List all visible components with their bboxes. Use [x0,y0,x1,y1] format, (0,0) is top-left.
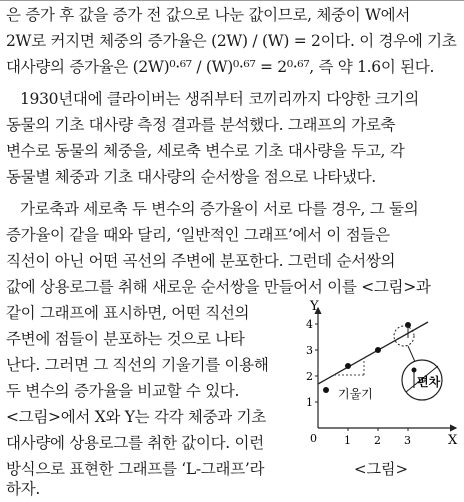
y-axis-label: Y [310,300,319,314]
paragraph3-wrap-line3: 난다. 그러면 그 직선의 기울기를 이용해 [6,356,269,374]
paragraph1-line2: 2W로 커지면 체중의 증가율은 (2W) / (W) = 2이다. 이 경우에 기초 [6,32,457,50]
paragraph2-line1: 1930년대에 클라이버는 생쥐부터 코끼리까지 다양한 크기의 [20,90,419,108]
x-tick-label: 3 [404,434,411,447]
paragraph1-line1: 은 증가 후 값을 증가 전 값으로 나눈 값이므로, 체중이 W에서 [6,6,411,24]
x-tick-label: 1 [344,434,351,447]
x-tick-label: 2 [374,434,381,447]
paragraph3-line2: 증가율이 같을 때와 달리, ‘일반적인 그래프’에서 이 점들은 [6,226,390,244]
paragraph3-wrap-line4: 두 변수의 증가율을 비교할 수 있다. [6,382,240,400]
y-tick-label: 3 [306,344,313,357]
data-point [345,363,351,369]
paragraph3-wrap-line8: 하자. [6,480,40,498]
y-tick-label: 2 [306,370,313,383]
y-tick-label: 4 [306,318,313,331]
origin-label: 0 [310,432,317,445]
x-axis-label: X [448,433,458,448]
slope-label: 기울기 [338,387,373,401]
paragraph3-line1: 가로축과 세로축 두 변수의 증가율이 서로 다를 경우, 그 둘의 [20,200,419,218]
top-rule [0,0,464,1]
data-point [375,347,381,353]
paragraph2-line2: 동물의 기초 대사량 측정 결과를 분석했다. 그래프의 가로축 [6,116,396,134]
l-graph-svg [298,300,464,460]
paragraph3-line4: 값에 상용로그를 취해 새로운 순서쌍을 만들어서 이를 <그림>과 [6,278,431,296]
paragraph3-line3: 직선이 아닌 어떤 곡선의 주변에 분포한다. 그런데 순서쌍의 [6,252,396,270]
paragraph3-wrap-line2: 주변에 점들이 분포하는 것으로 나타 [6,330,245,348]
y-tick-label: 1 [306,396,313,409]
figure-caption: <그림> [353,460,409,478]
paragraph2-line4: 동물별 체중과 기초 대사량의 순서쌍을 점으로 나타냈다. [6,168,376,186]
paragraph3-wrap-line7: 방식으로 표현한 그래프를 ‘L-그래프’라 [6,460,265,478]
l-graph-figure [298,300,464,500]
data-point [323,387,329,393]
magnified-data-point [412,368,417,373]
paragraph1-line3: 대사량의 증가율은 (2W)⁰·⁶⁷ / (W)⁰·⁶⁷ = 2⁰·⁶⁷, 즉 약 1.6이 된다. [6,58,435,76]
paragraph3-wrap-line5: <그림>에서 X와 Y는 각각 체중과 기초 [6,408,266,426]
paragraph3-wrap-line6: 대사량에 상용로그를 취한 값이다. 이런 [6,434,264,452]
paragraph2-line3: 변수로 동물의 체중을, 세로축 변수로 기초 대사량을 두고, 각 [6,142,405,160]
paragraph3-wrap-line1: 같이 그래프에 표시하면, 어떤 직선의 [6,304,250,322]
deviation-label: 편차 [417,375,441,389]
